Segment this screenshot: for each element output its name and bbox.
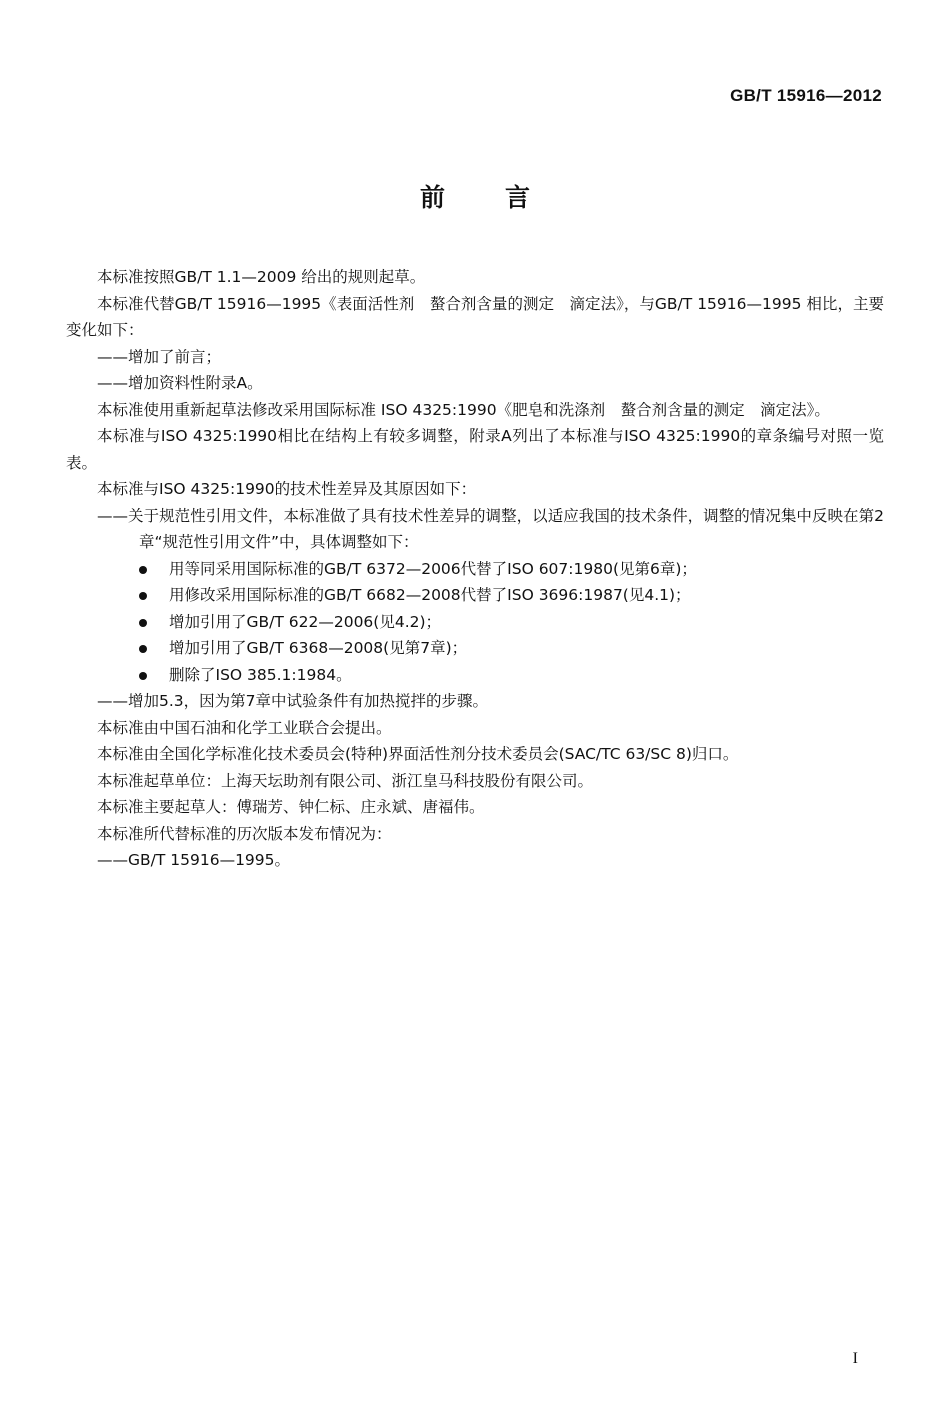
bullet-icon xyxy=(139,672,147,680)
list-item xyxy=(66,635,884,662)
list-item-text: 增加引用了GB/T 6368—2008(见第7章)； xyxy=(169,639,468,657)
previous-edition-item: ——GB/T 15916—1995。 xyxy=(97,851,291,869)
bullet-icon xyxy=(139,592,147,600)
page-number: I xyxy=(852,1350,858,1367)
list-item xyxy=(66,609,884,636)
page-title: 前言 xyxy=(419,183,590,212)
paragraph-drafters: 本标准主要起草人：傅瑞芳、钟仁标、庄永斌、唐福伟。 xyxy=(97,798,485,816)
difference-item-section-5-3: ——增加5.3，因为第7章中试验条件有加热搅拌的步骤。 xyxy=(97,692,489,710)
paragraph-replaces-standard: 本标准代替GB/T 15916—1995《表面活性剂 螯合剂含量的测定 滴定法》，与GB/T 15916—1995 相比，主要变化如下： xyxy=(66,294,884,339)
list-item-text: 用等同采用国际标准的GB/T 6372—2006代替了ISO 607:1980(见第6章)； xyxy=(169,559,697,578)
paragraph-proposer: 本标准由中国石油和化学工业联合会提出。 xyxy=(97,718,392,737)
bullet-icon xyxy=(139,645,147,653)
bullet-icon xyxy=(139,566,147,574)
paragraph-drafting-units: 本标准起草单位：上海天坛助剂有限公司、浙江皇马科技股份有限公司。 xyxy=(97,771,594,790)
list-item-text: 增加引用了GB/T 622—2006(见4.2)； xyxy=(169,612,442,631)
list-item xyxy=(66,582,884,609)
foreword-body xyxy=(66,264,884,874)
paragraph-technical-differences: 本标准与ISO 4325:1990的技术性差异及其原因如下： xyxy=(97,480,477,498)
list-item xyxy=(66,662,884,689)
reference-adjustment-list xyxy=(66,556,884,689)
change-item-foreword: ——增加了前言； xyxy=(97,347,222,366)
bullet-icon xyxy=(139,619,147,627)
paragraph-iso-adoption: 本标准使用重新起草法修改采用国际标准 ISO 4325:1990《肥皂和洗涤剂 螯合剂含量的测定 滴定法》。 xyxy=(97,400,830,419)
change-item-annex: ——增加资料性附录A。 xyxy=(97,374,263,392)
list-item xyxy=(66,556,884,583)
paragraph-structure-changes: 本标准与ISO 4325:1990相比在结构上有较多调整，附录A列出了本标准与ISO 4325:1990的章条编号对照一览表。 xyxy=(66,427,884,472)
paragraph-committee: 本标准由全国化学标准化技术委员会(特种)界面活性剂分技术委员会(SAC/TC 63/SC 8)归口。 xyxy=(97,745,739,763)
standard-code: GB/T 15916—2012 xyxy=(730,86,882,105)
list-item-text: 删除了ISO 385.1:1984。 xyxy=(169,665,352,684)
list-item-text: 用修改采用国际标准的GB/T 6682—2008代替了ISO 3696:1987(见4.1)； xyxy=(169,586,691,604)
paragraph-drafting-rules: 本标准按照GB/T 1.1—2009 给出的规则起草。 xyxy=(97,268,426,286)
paragraph-previous-editions: 本标准所代替标准的历次版本发布情况为： xyxy=(97,824,392,843)
difference-item-references: ——关于规范性引用文件，本标准做了具有技术性差异的调整，以适应我国的技术条件，调整的情况集中反映在第2章“规范性引用文件”中，具体调整如下： xyxy=(97,506,884,551)
